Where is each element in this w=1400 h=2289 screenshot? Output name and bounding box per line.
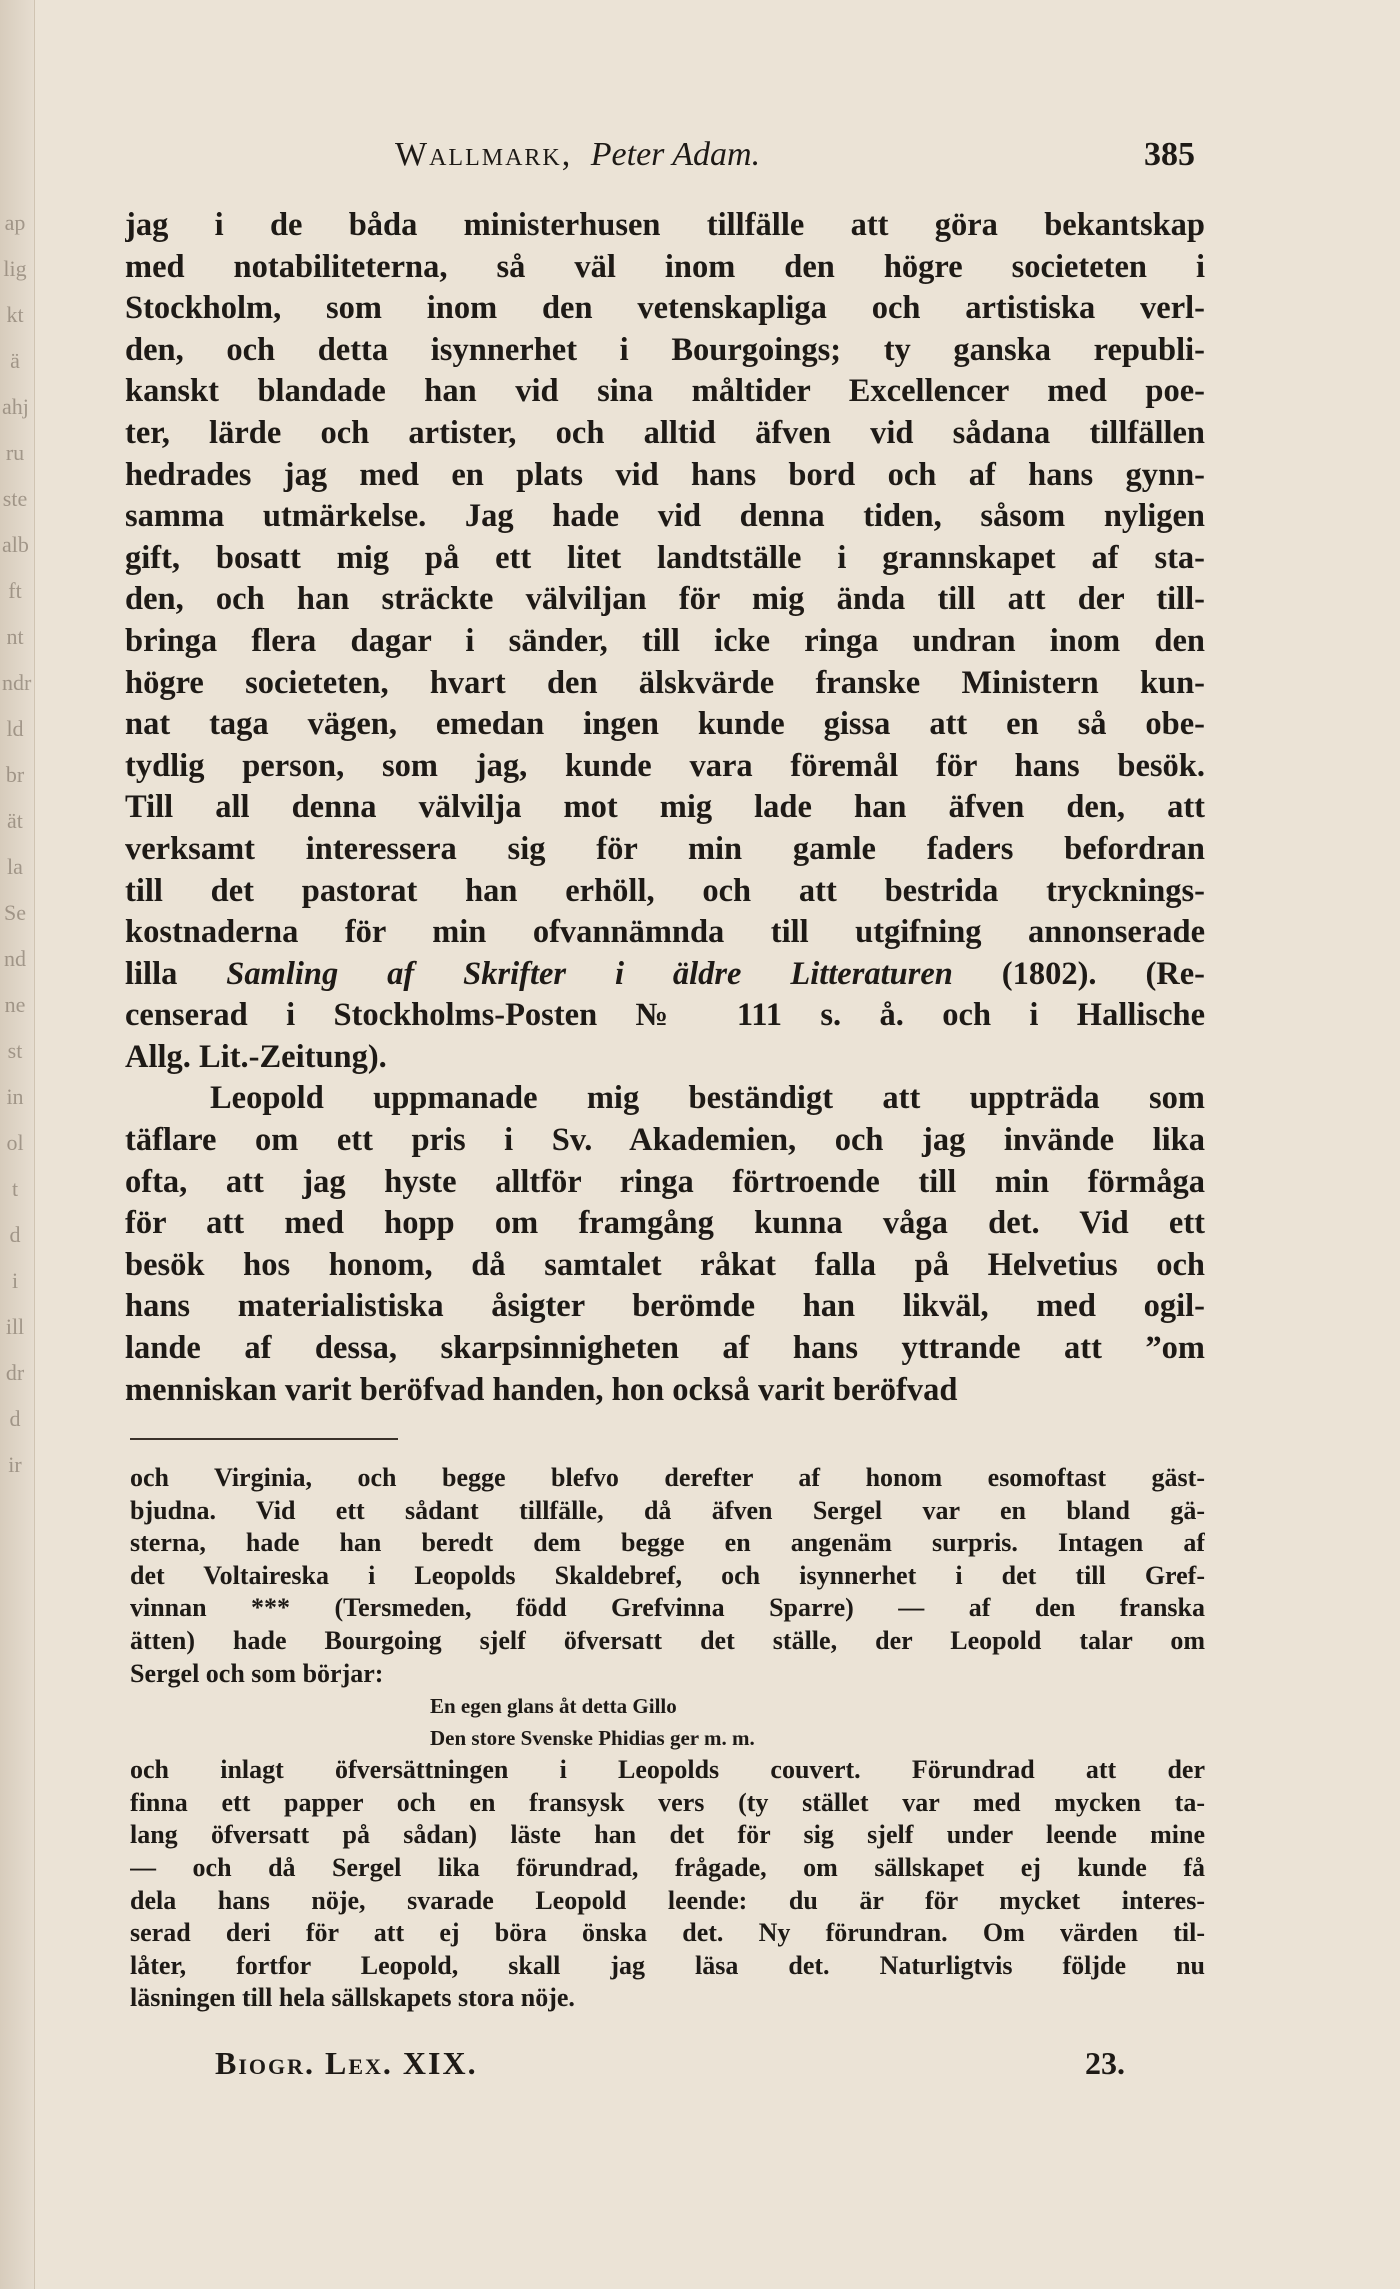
- bleed-fragment: Se: [4, 900, 26, 925]
- body-text: [125, 205, 1205, 1411]
- bleed-fragment: dr: [5, 1360, 25, 1385]
- bleed-fragment: ft: [8, 578, 22, 603]
- text-line: jag i de båda ministerhusen tillfälle att göra bekantskap: [125, 207, 1205, 243]
- signature-mark: [215, 2043, 1125, 2083]
- bleed-fragment: ill: [5, 1314, 25, 1339]
- text-line: gift, bosatt mig på ett litet landtställe i grannskapet af sta-: [125, 539, 1205, 576]
- text-line: och inlagt öfversättningen i Leopolds couvert. Förundrad att der: [130, 1755, 1205, 1785]
- text-line: ter, lärde och artister, och alltid äfven vid sådana tillfällen: [125, 414, 1205, 451]
- bleed-fragment: ap: [4, 210, 26, 235]
- text-line: samma utmärkelse. Jag hade vid denna tiden, såsom nyligen: [125, 498, 1205, 535]
- signature-left: Biogr. Lex. XIX.: [215, 2045, 478, 2081]
- text-line: lande af dessa, skarpsinnigheten af hans yttrande att ”om: [125, 1330, 1205, 1367]
- text-line: kostnaderna för min ofvannämnda till utgifning annonserade: [125, 914, 1205, 951]
- text-line: och Virginia, och begge blefvo derefter af honom esomoftast gäst-: [130, 1463, 1205, 1492]
- text-line: dela hans nöje, svarade Leopold leende: du är för mycket interes-: [130, 1885, 1205, 1915]
- text-line: den, och detta isynnerhet i Bourgoings; ty ganska republi-: [125, 331, 1205, 368]
- margin-bleed-through: [2, 200, 32, 1488]
- text-line: kanskt blandade han vid sina måltider Excellencer med poe-: [125, 373, 1205, 410]
- header-surname: Wallmark,: [395, 136, 573, 173]
- text-line: lang öfversatt på sådan) läste han det för sig sjelf under leende mine: [130, 1820, 1205, 1850]
- footnote-rule: [130, 1438, 398, 1440]
- bleed-fragment: st: [7, 1038, 23, 1063]
- bleed-fragment: ne: [4, 992, 26, 1017]
- text-line: verksamt interessera sig för min gamle faders befordran: [125, 830, 1205, 867]
- bleed-fragment: ol: [6, 1130, 24, 1155]
- text-line: tydlig person, som jag, kunde vara föremål för hans besök.: [125, 747, 1205, 784]
- footnote: [130, 1462, 1205, 2015]
- bleed-fragment: ä: [10, 348, 20, 373]
- bleed-fragment: i: [11, 1268, 19, 1293]
- text-line: vinnan *** (Tersmeden, född Grefvinna Sparre) — af den franska: [130, 1593, 1205, 1623]
- text-line: bjudna. Vid ett sådant tillfälle, då äfven Sergel var en bland gä-: [130, 1495, 1205, 1525]
- bleed-fragment: ste: [2, 486, 28, 511]
- page-number: 385: [1144, 136, 1195, 173]
- text-line: hans materialistiska åsigter berömde han likväl, med ogil-: [125, 1288, 1205, 1325]
- footnote-quote: [130, 1690, 1205, 1754]
- text-line: högre societeten, hvart den älskvärde franske Ministern kun-: [125, 664, 1205, 701]
- text-line: för att med hopp om framgång kunna våga det. Vid ett: [125, 1205, 1205, 1242]
- text-line: sterna, hade han beredt dem begge en angenäm surpris. Intagen af: [130, 1528, 1205, 1558]
- text-line: hedrades jag med en plats vid hans bord och af hans gynn-: [125, 456, 1205, 493]
- bleed-fragment: t: [11, 1176, 19, 1201]
- text-line: Till all denna välvilja mot mig lade han äfven den, att: [125, 789, 1205, 826]
- bleed-fragment: br: [5, 762, 25, 787]
- text-line: med notabiliteterna, så väl inom den högre societeten i: [125, 248, 1205, 285]
- bleed-fragment: nt: [6, 624, 24, 649]
- bleed-fragment: ru: [5, 440, 25, 465]
- text-line: besök hos honom, då samtalet råkat falla på Helvetius och: [125, 1246, 1205, 1283]
- text-line: En egen glans åt detta Gillo: [430, 1694, 677, 1719]
- text-line: serad deri för att ej böra önska det. Ny förundran. Om värden til-: [130, 1918, 1205, 1948]
- text-line: täflare om ett pris i Sv. Akademien, och jag invände lika: [125, 1122, 1205, 1159]
- text-line: Sergel och som börjar:: [130, 1658, 384, 1688]
- text-line: censerad i Stockholms-Posten № 111 s. å. och i Hallische: [125, 997, 1205, 1034]
- footnote-part-a: [130, 1462, 1205, 1690]
- book-title: Samling af Skrifter i äldre Litteraturen: [226, 955, 953, 992]
- text-line: nat taga vägen, emedan ingen kunde gissa att en så obe-: [125, 706, 1205, 743]
- text-line: finna ett papper och en fransysk vers (ty stället var med mycken ta-: [130, 1787, 1205, 1817]
- bleed-fragment: ir: [8, 1452, 22, 1477]
- bleed-fragment: alb: [2, 532, 29, 557]
- footnote-part-b: [130, 1754, 1205, 2015]
- text-line: ofta, att jag hyste alltför ringa förtroende till min förmåga: [125, 1163, 1205, 1200]
- bleed-fragment: ld: [6, 716, 24, 741]
- text-line: låter, fortfor Leopold, skall jag läsa det. Naturligtvis följde nu: [130, 1950, 1205, 1980]
- text-line: läsningen till hela sällskapets stora nöje.: [130, 1983, 575, 2013]
- bleed-fragment: d: [9, 1406, 21, 1431]
- text-line: lilla Samling af Skrifter i äldre Litteraturen (1802). (Re-: [125, 955, 1205, 992]
- header-given-name: Peter Adam.: [590, 136, 761, 173]
- bleed-fragment: nd: [4, 946, 26, 971]
- text-line: det Voltaireska i Leopolds Skaldebref, och isynnerhet i det till Gref-: [130, 1560, 1205, 1590]
- text-line: till det pastorat han erhöll, och att bestrida trycknings-: [125, 872, 1205, 909]
- bleed-fragment: ät: [7, 808, 23, 833]
- text-line: Allg. Lit.-Zeitung).: [125, 1038, 387, 1075]
- text-line: — och då Sergel lika förundrad, frågade, om sällskapet ej kunde få: [130, 1852, 1205, 1882]
- running-header: [395, 130, 1195, 180]
- bleed-fragment: la: [7, 854, 23, 879]
- bleed-fragment: ahj: [2, 394, 29, 419]
- text-line: den, och han sträckte välviljan för mig ända till att der till-: [125, 581, 1205, 618]
- bleed-fragment: lig: [3, 256, 27, 281]
- bleed-fragment: d: [9, 1222, 21, 1247]
- text-line: Leopold uppmanade mig beständigt att uppträda som: [210, 1080, 1205, 1117]
- text-line: menniskan varit beröfvad handen, hon också varit beröfvad: [125, 1371, 958, 1408]
- text-line: ätten) hade Bourgoing sjelf öfversatt det ställe, der Leopold talar om: [130, 1625, 1205, 1655]
- text-line: Den store Svenske Phidias ger m. m.: [430, 1726, 755, 1751]
- bleed-fragment: kt: [6, 302, 24, 327]
- text-line: Stockholm, som inom den vetenskapliga och artistiska verl-: [125, 290, 1205, 327]
- signature-right: 23.: [1085, 2045, 1125, 2081]
- bleed-fragment: ndr: [2, 670, 32, 695]
- text-line: bringa flera dagar i sänder, till icke ringa undran inom den: [125, 622, 1205, 659]
- bleed-fragment: in: [6, 1084, 24, 1109]
